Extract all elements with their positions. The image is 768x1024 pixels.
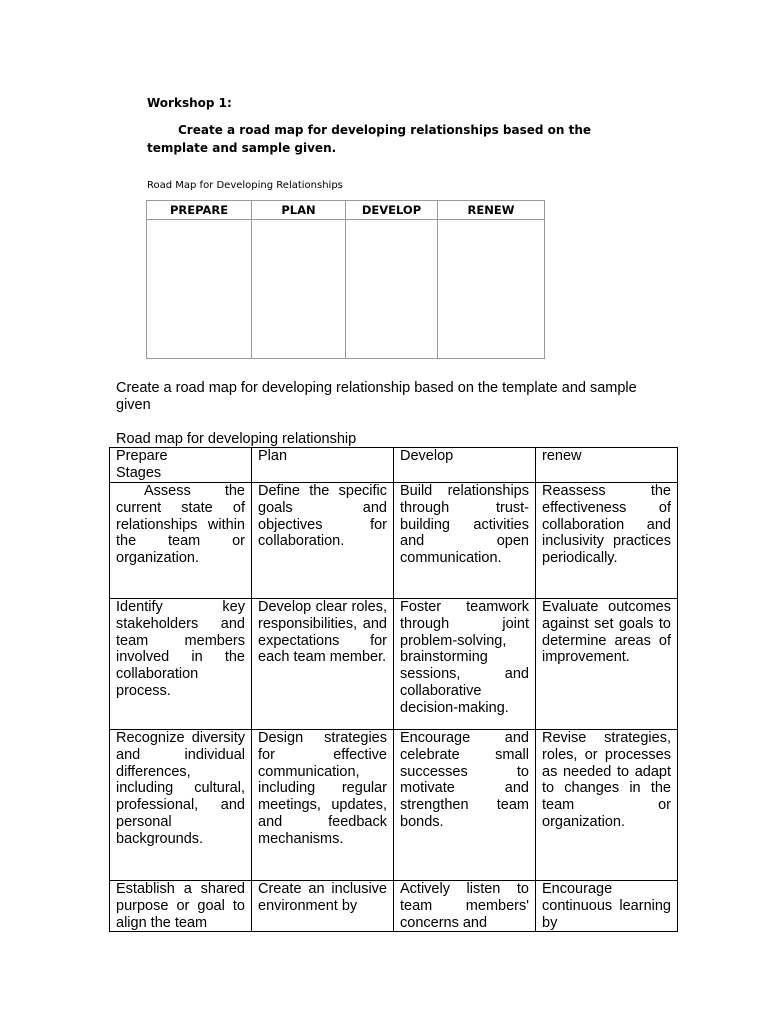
table-cell: Develop clear roles, responsibilities, and expectations for each team member. (252, 599, 394, 730)
template-header-prepare: PREPARE (147, 201, 252, 220)
intro-text: Create a road map for developing relationship based on the template and sample given (116, 380, 637, 413)
template-header-renew: RENEW (438, 201, 545, 220)
roadmap-header-develop: Develop (394, 448, 536, 483)
table-cell: Evaluate outcomes against set goals to determine areas of improvement. (536, 599, 678, 730)
workshop-title: Workshop 1: (147, 96, 232, 110)
table-cell: Define the specific goals and objectives for collaboration. (252, 483, 394, 599)
template-cell-empty (346, 220, 438, 359)
template-cell-empty (252, 220, 346, 359)
roadmap-table (109, 447, 678, 932)
roadmap-header-renew: renew (536, 448, 678, 483)
table-cell: Foster teamwork through joint problem-solving, brainstorming sessions, and collaborative decision-making. (394, 599, 536, 730)
table-cell: Reassess the effectiveness of collaboration and inclusivity practices periodically. (536, 483, 678, 599)
roadmap-header-plan: Plan (252, 448, 394, 483)
template-header-plan: PLAN (252, 201, 346, 220)
table-row (110, 881, 678, 932)
table-cell: Actively listen to team members' concerns and (394, 881, 536, 932)
table-row (110, 483, 678, 599)
table-cell: Identify key stakeholders and team members involved in the collaboration process. (110, 599, 252, 730)
template-header-row (147, 201, 545, 220)
roadmap-header-prepare (110, 448, 252, 483)
roadmap-header-row (110, 448, 678, 483)
template-header-develop: DEVELOP (346, 201, 438, 220)
table-cell: Establish a shared purpose or goal to align the team (110, 881, 252, 932)
workshop-instruction: Create a road map for developing relationships based on the template and sample given. (147, 123, 592, 155)
table-cell: Design strategies for effective communication, including regular meetings, updates, and feedback mechanisms. (252, 730, 394, 881)
roadmap-header-prepare-label: Prepare Stages (116, 448, 168, 481)
table-cell: Create an inclusive environment by (252, 881, 394, 932)
table-cell: Build relationships through trust-building activities and open communication. (394, 483, 536, 599)
template-table (146, 200, 545, 359)
template-cell-empty (438, 220, 545, 359)
table-cell: Encourage and celebrate small successes to motivate and strengthen team bonds. (394, 730, 536, 881)
table-row (110, 730, 678, 881)
template-caption: Road Map for Developing Relationships (147, 180, 343, 191)
table-row (110, 599, 678, 730)
table-cell: Assess the current state of relationships within the team or organization. (110, 483, 252, 599)
table-cell: Encourage continuous learning by (536, 881, 678, 932)
roadmap-caption: Road map for developing relationship (116, 431, 357, 447)
template-cell-empty (147, 220, 252, 359)
table-cell: Revise strategies, roles, or processes as needed to adapt to changes in the team or organization. (536, 730, 678, 881)
table-cell: Recognize diversity and individual differences, including cultural, professional, and personal backgrounds. (110, 730, 252, 881)
template-empty-row (147, 220, 545, 359)
